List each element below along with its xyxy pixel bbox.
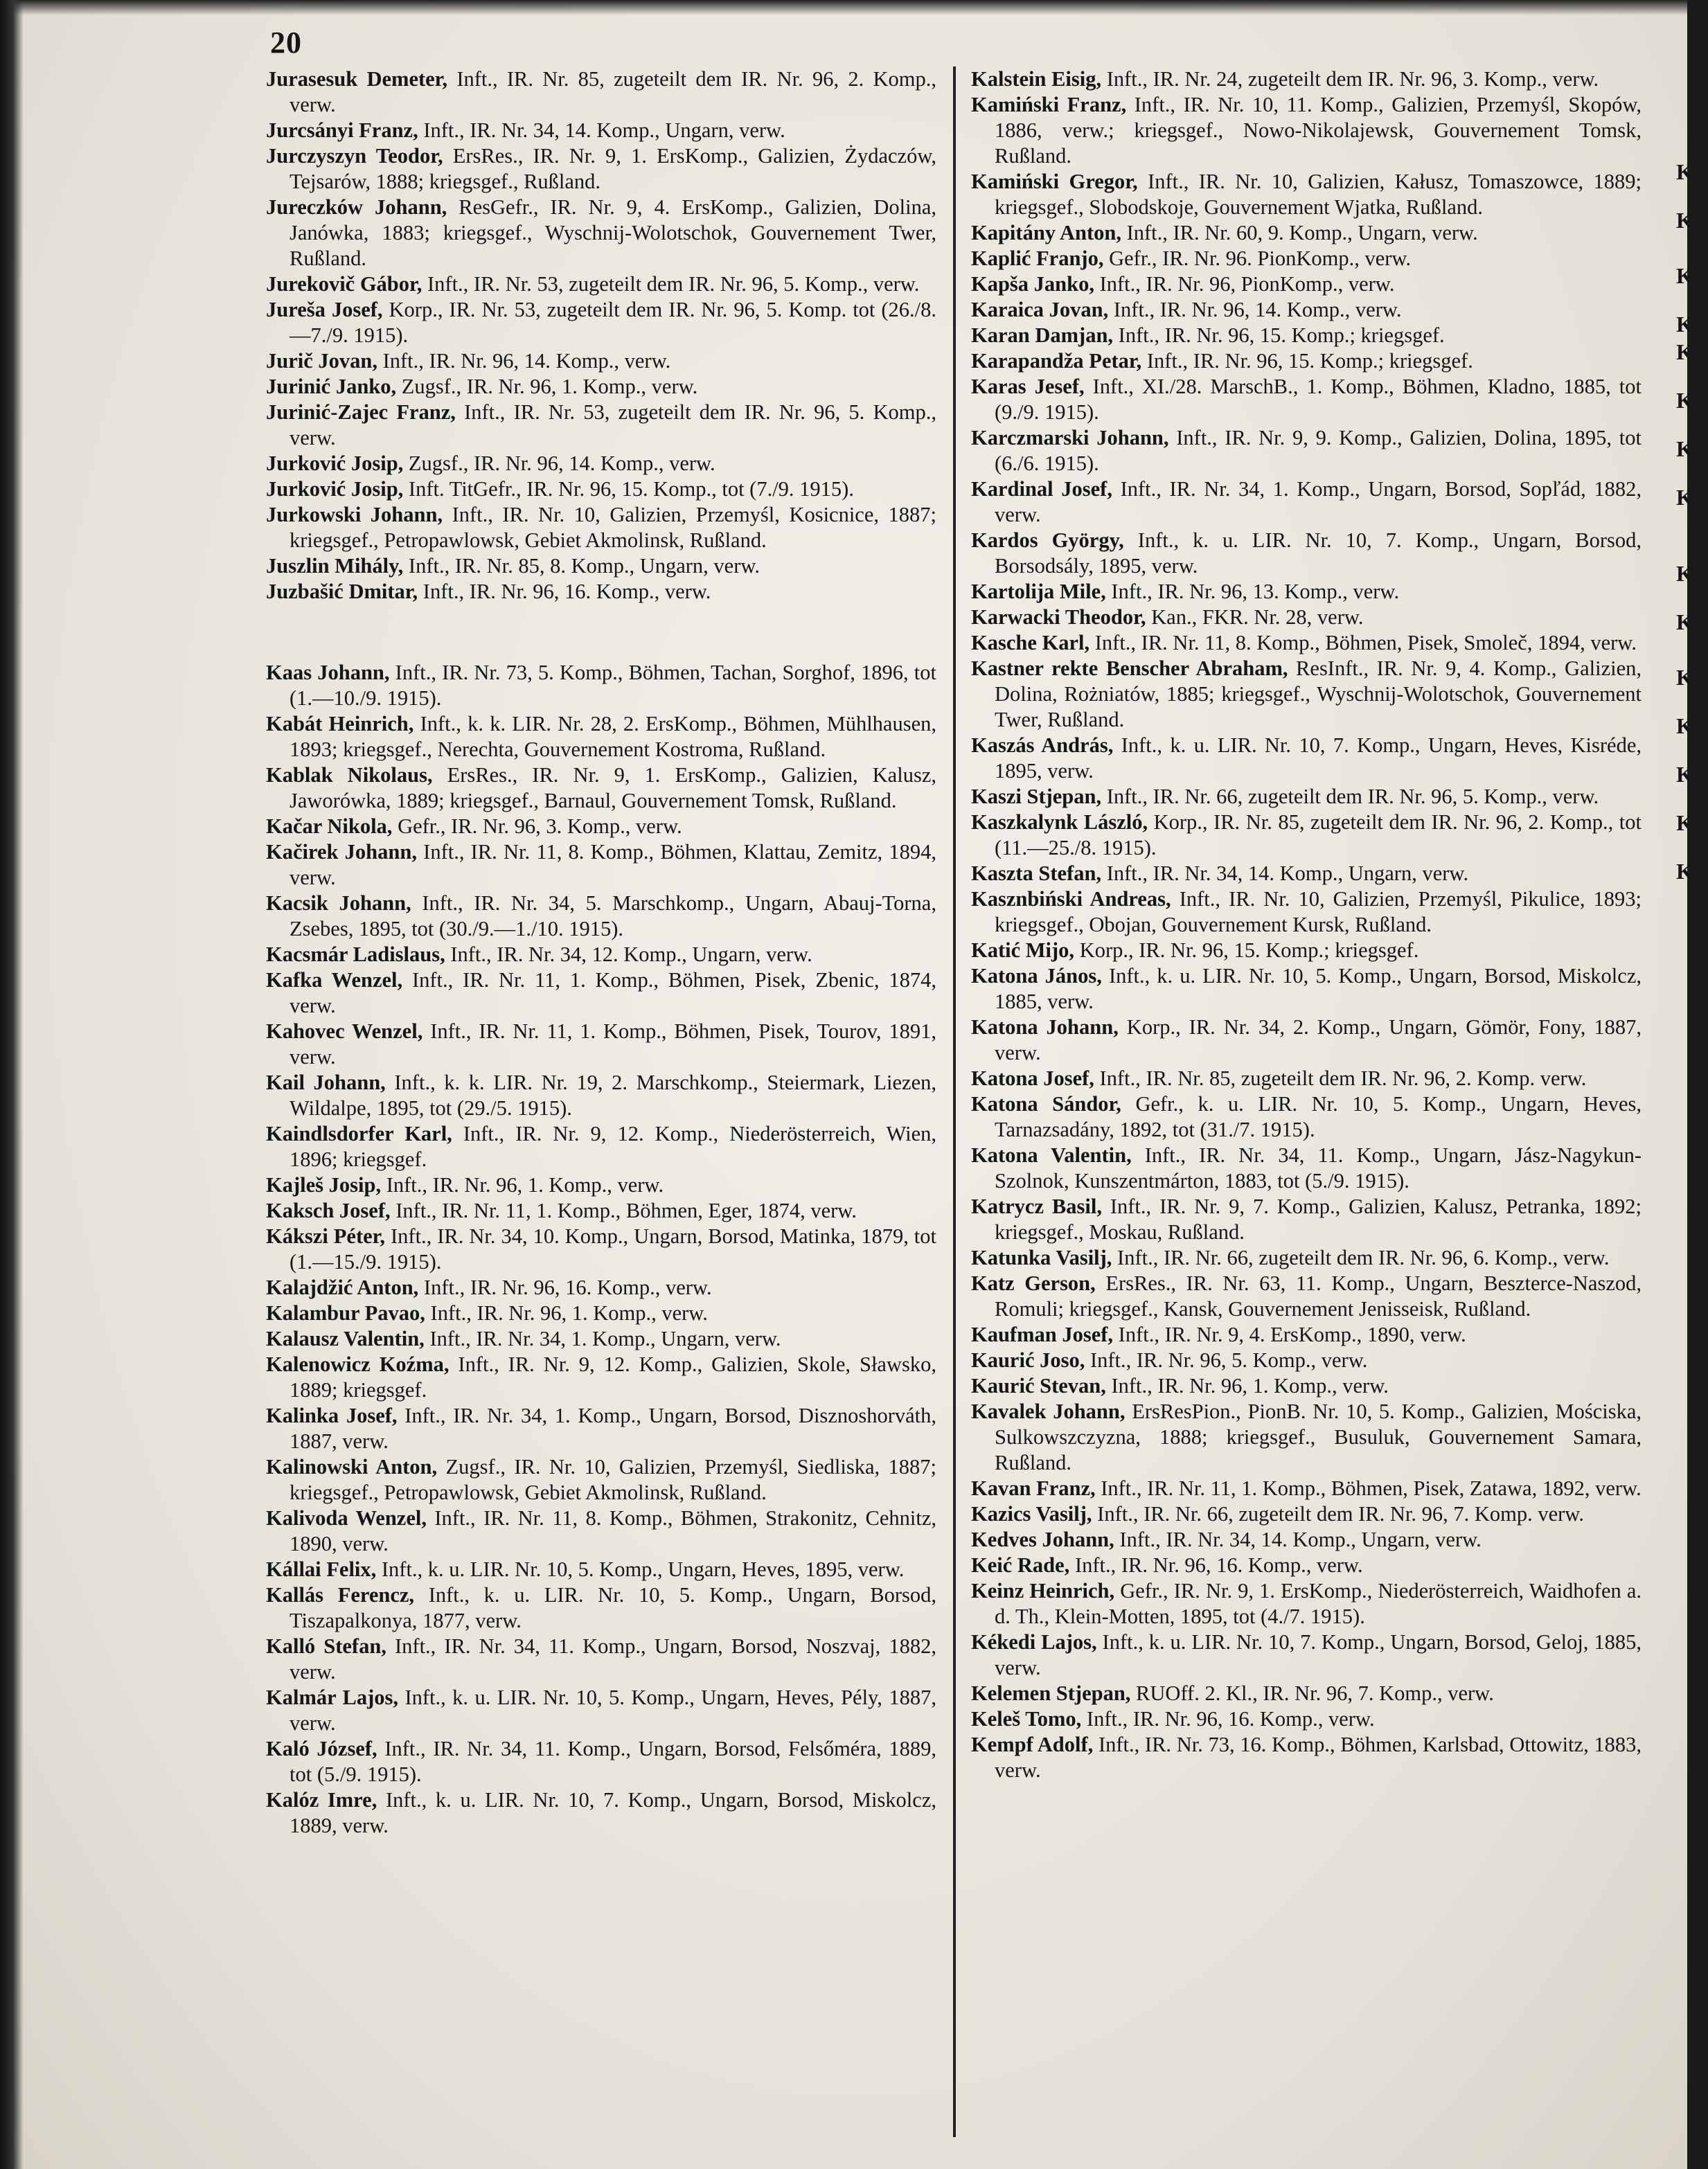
- entry-details: Inft., IR. Nr. 96, 5. Komp., verw.: [1085, 1348, 1368, 1372]
- entry-details: Inft., IR. Nr. 11, 1. Komp., Böhmen, Pisek, Zatawa, 1892, verw.: [1095, 1476, 1642, 1500]
- entry-name: Kasche Karl,: [971, 631, 1090, 654]
- margin-fragment-letter: K: [1676, 388, 1693, 413]
- casualty-entry: [971, 1527, 1642, 1553]
- entry-name: Juszlin Mihály,: [266, 554, 404, 578]
- entry-details: Inft., IR. Nr. 66, zugeteilt dem IR. Nr. 96, 5. Komp., verw.: [1101, 785, 1599, 808]
- entry-name: Keleš Tomo,: [971, 1707, 1082, 1731]
- entry-details: Inft., IR. Nr. 66, zugeteilt dem IR. Nr. 96, 7. Komp. verw.: [1092, 1502, 1584, 1526]
- entry-name: Kalóz Imre,: [266, 1788, 377, 1812]
- entry-name: Jureša Josef,: [266, 298, 383, 321]
- casualty-entry: [266, 1326, 936, 1352]
- entry-name: Karaica Jovan,: [971, 298, 1109, 321]
- casualty-entry: [971, 476, 1642, 528]
- casualty-entry: [266, 579, 936, 605]
- entry-name: Jurković Josip,: [266, 477, 404, 501]
- entry-name: Kardinal Josef,: [971, 477, 1112, 501]
- entry-details: Inft., IR. Nr. 96, 1. Komp., verw.: [1105, 1374, 1389, 1398]
- casualty-entry: [971, 374, 1642, 425]
- entry-name: Jurekovič Gábor,: [266, 272, 422, 296]
- right-column: [971, 66, 1642, 1783]
- scan-shadow-top: [0, 0, 1708, 15]
- entry-details: ResInft., IR. Nr. 9, 4. Komp., Galizien, Dolina, Rożniatów, 1885; kriegsgef., Wyschnij-Wolotschok, Gouvernement Twer, Rußland.: [995, 657, 1642, 731]
- entry-details: Inft., IR. Nr. 10, 11. Komp., Galizien, Przemyśl, Skopów, 1886, verw.; kriegsgef., Nowo-Nikolajewsk, Gouvernement Tomsk, Rußland.: [995, 93, 1642, 168]
- entry-details: Inft., IR. Nr. 96, 14. Komp., verw.: [377, 349, 671, 373]
- entry-name: Katić Mijo,: [971, 938, 1075, 962]
- entry-name: Kaszi Stjepan,: [971, 785, 1102, 808]
- casualty-entry: [266, 1634, 936, 1685]
- casualty-entry: [266, 660, 936, 711]
- entry-name: Jurkowski Johann,: [266, 503, 443, 526]
- casualty-entry: [266, 297, 936, 348]
- entry-details: Zugsf., IR. Nr. 96, 1. Komp., verw.: [396, 375, 698, 398]
- casualty-entry: [971, 938, 1642, 963]
- entry-name: Kaszkalynk László,: [971, 810, 1148, 834]
- entry-name: Kaurić Stevan,: [971, 1374, 1106, 1398]
- entry-details: Inft., IR. Nr. 11, 1. Komp., Böhmen, Pisek, Tourov, 1891, verw.: [290, 1019, 937, 1069]
- casualty-entry: [971, 605, 1642, 630]
- margin-fragment-letter: K: [1676, 485, 1693, 510]
- entry-name: Kaksch Josef,: [266, 1199, 391, 1222]
- casualty-entry: [266, 1275, 936, 1301]
- casualty-entry: [971, 348, 1642, 374]
- casualty-entry: [266, 1121, 936, 1172]
- entry-details: Inft., k. u. LIR. Nr. 10, 7. Komp., Ungarn, Borsod, Miskolcz, 1889, verw.: [290, 1788, 936, 1837]
- entry-details: Inft., IR. Nr. 73, 16. Komp., Böhmen, Karlsbad, Ottowitz, 1883, verw.: [995, 1733, 1642, 1782]
- casualty-entry: [971, 271, 1642, 297]
- entry-details: Kan., FKR. Nr. 28, verw.: [1146, 605, 1364, 629]
- entry-name: Kazics Vasilj,: [971, 1502, 1092, 1526]
- margin-fragment-letter: K: [1676, 436, 1693, 461]
- entry-details: ErsRes., IR. Nr. 63, 11. Komp., Ungarn, Beszterce-Naszod, Romuli; kriegsgef., Kansk, Gouvernement Jenisseisk, Rußland.: [995, 1271, 1642, 1321]
- margin-fragment-letter: K: [1676, 263, 1693, 288]
- entry-details: Inft., IR. Nr. 85, zugeteilt dem IR. Nr. 96, 2. Komp., verw.: [290, 67, 937, 116]
- casualty-entry: [971, 246, 1642, 271]
- casualty-entry: [971, 1578, 1642, 1630]
- entry-name: Kaindlsdorfer Karl,: [266, 1122, 452, 1145]
- casualty-entry: [266, 476, 936, 502]
- entry-details: Inft., IR. Nr. 96, PionKomp., verw.: [1094, 272, 1395, 296]
- margin-fragment-letter: K: [1676, 159, 1693, 184]
- entry-name: Kajleš Josip,: [266, 1173, 382, 1197]
- entry-details: Inft., IR. Nr. 11, 8. Komp., Böhmen, Klattau, Zemitz, 1894, verw.: [290, 840, 936, 889]
- casualty-entry: [266, 195, 936, 271]
- entry-name: Keinz Heinrich,: [971, 1579, 1115, 1603]
- casualty-entry: [971, 630, 1642, 656]
- entry-details: Inft., IR. Nr. 96, 16. Komp., verw.: [418, 580, 711, 603]
- entry-details: Inft., IR. Nr. 24, zugeteilt dem IR. Nr. 96, 3. Komp., verw.: [1101, 67, 1599, 91]
- casualty-entry: [266, 66, 936, 118]
- margin-fragment-letter: K: [1676, 339, 1693, 364]
- entry-name: Katona János,: [971, 964, 1102, 988]
- entry-details: Inft., IR. Nr. 11, 8. Komp., Böhmen, Pisek, Smoleč, 1894, verw.: [1089, 631, 1637, 654]
- entry-details: Inft., IR. Nr. 66, zugeteilt dem IR. Nr. 96, 6. Komp., verw.: [1112, 1246, 1610, 1269]
- entry-name: Kedves Johann,: [971, 1528, 1114, 1551]
- entry-name: Kačirek Johann,: [266, 840, 417, 864]
- entry-name: Kacsik Johann,: [266, 891, 411, 915]
- entry-details: Inft., IR. Nr. 96, 15. Komp.; kriegsgef.: [1113, 323, 1445, 347]
- entry-name: Kalló Stefan,: [266, 1634, 386, 1658]
- entry-details: Inft., k. u. LIR. Nr. 10, 7. Komp., Ungarn, Heves, Kisréde, 1895, verw.: [995, 733, 1642, 783]
- entry-details: Inft., IR. Nr. 60, 9. Komp., Ungarn, verw.: [1121, 221, 1478, 244]
- entry-name: Karwacki Theodor,: [971, 605, 1146, 629]
- casualty-entry: [266, 1582, 936, 1634]
- entry-name: Kelemen Stjepan,: [971, 1681, 1131, 1705]
- entry-details: Inft., IR. Nr. 34, 5. Marschkomp., Ungarn, Abauj-Torna, Zsebes, 1895, tot (30./9.—1./10. 1915).: [290, 891, 936, 940]
- entry-details: Inft., k. u. LIR. Nr. 10, 5. Komp., Ungarn, Borsod, Tiszapalkonya, 1877, verw.: [290, 1583, 936, 1632]
- casualty-entry: [266, 891, 936, 942]
- casualty-entry: [266, 762, 936, 814]
- casualty-entry: [266, 143, 936, 195]
- casualty-entry: [266, 839, 936, 891]
- entry-name: Kalivoda Wenzel,: [266, 1506, 427, 1530]
- entry-details: Inft., IR. Nr. 96, 16. Komp., verw.: [1081, 1707, 1375, 1731]
- casualty-entry: [971, 92, 1642, 169]
- entry-details: Inft., IR. Nr. 96, 16. Komp., verw.: [418, 1276, 712, 1299]
- casualty-entry: [266, 451, 936, 476]
- entry-name: Kaplić Franjo,: [971, 247, 1104, 270]
- entry-details: Korp., IR. Nr. 53, zugeteilt dem IR. Nr. 96, 5. Komp. tot (26./8.—7./9. 1915).: [290, 298, 937, 347]
- entry-name: Katunka Vasilj,: [971, 1246, 1112, 1269]
- entry-details: ErsRes., IR. Nr. 9, 1. ErsKomp., Galizien, Kalusz, Jaworówka, 1889; kriegsgef., Barnaul, Gouvernement Tomsk, Rußland.: [290, 763, 936, 812]
- casualty-entry: [266, 348, 936, 374]
- entry-details: Inft., IR. Nr. 11, 1. Komp., Böhmen, Pisek, Zbenic, 1874, verw.: [290, 968, 936, 1017]
- entry-details: Inft., k. u. LIR. Nr. 10, 7. Komp., Ungarn, Borsod, Geloj, 1885, verw.: [995, 1630, 1642, 1679]
- margin-fragment-letter: K: [1676, 208, 1693, 233]
- entry-name: Karas Jesef,: [971, 375, 1085, 398]
- entry-details: Inft., IR. Nr. 96, 13. Komp., verw.: [1105, 580, 1400, 603]
- entry-details: Korp., IR. Nr. 96, 15. Komp.; kriegsgef.: [1074, 938, 1419, 962]
- casualty-entry: [971, 1143, 1642, 1194]
- entry-details: Inft., IR. Nr. 34, 1. Komp., Ungarn, Borsod, Disznoshorváth, 1887, verw.: [290, 1404, 936, 1453]
- entry-details: Gefr., IR. Nr. 9, 1. ErsKomp., Niederösterreich, Waidhofen a. d. Th., Klein-Motten, 1895, tot (4./7. 1915).: [995, 1579, 1642, 1628]
- entry-name: Kavalek Johann,: [971, 1400, 1126, 1423]
- casualty-entry: [266, 967, 936, 1019]
- entry-details: Inft., k. u. LIR. Nr. 10, 5. Komp., Ungarn, Heves, 1895, verw.: [376, 1557, 905, 1581]
- casualty-entry: [971, 1501, 1642, 1527]
- casualty-entry: [971, 1630, 1642, 1681]
- entry-name: Katona Josef,: [971, 1066, 1094, 1090]
- entry-details: Inft., IR. Nr. 9, 12. Komp., Niederösterreich, Wien, 1896; kriegsgef.: [290, 1122, 936, 1171]
- casualty-entry: [266, 1787, 936, 1839]
- entry-details: Inft., IR. Nr. 10, Galizien, Kałusz, Tomaszowce, 1889; kriegsgef., Slobodskoje, Gouvernement Wjatka, Rußland.: [995, 170, 1642, 219]
- entry-details: Inft., IR. Nr. 34, 1. Komp., Ungarn, verw.: [424, 1327, 781, 1350]
- entry-details: Gefr., k. u. LIR. Nr. 10, 5. Komp., Ungarn, Heves, Tarnazsadány, 1892, tot (31./7. 1915).: [995, 1092, 1642, 1141]
- entry-name: Kapitány Anton,: [971, 221, 1121, 244]
- entry-details: Inft., IR. Nr. 53, zugeteilt dem IR. Nr. 96, 5. Komp., verw.: [290, 400, 936, 449]
- entry-details: Inft., IR. Nr. 85, 8. Komp., Ungarn, verw.: [403, 554, 760, 578]
- entry-name: Kaurić Joso,: [971, 1348, 1085, 1372]
- entry-details: Inft., IR. Nr. 10, Galizien, Przemyśl, Pikulice, 1893; kriegsgef., Obojan, Gouvernement Kursk, Rußland.: [995, 887, 1642, 936]
- entry-name: Kacsmár Ladislaus,: [266, 943, 445, 966]
- entry-details: Korp., IR. Nr. 34, 2. Komp., Ungarn, Gömör, Fony, 1887, verw.: [995, 1015, 1642, 1064]
- casualty-entry: [971, 733, 1642, 784]
- entry-details: Inft., IR. Nr. 9, 4. ErsKomp., 1890, verw.: [1113, 1323, 1466, 1346]
- casualty-entry: [266, 271, 936, 297]
- entry-details: Inft., IR. Nr. 73, 5. Komp., Böhmen, Tachan, Sorghof, 1896, tot (1.—10./9. 1915).: [290, 661, 936, 710]
- entry-name: Kalstein Eisig,: [971, 67, 1102, 91]
- entry-name: Kalausz Valentin,: [266, 1327, 425, 1350]
- entry-details: Inft., k. k. LIR. Nr. 19, 2. Marschkomp., Steiermark, Liezen, Wildalpe, 1895, tot (29./5. 1915).: [290, 1071, 937, 1120]
- casualty-entry: [971, 66, 1642, 92]
- entry-name: Jurasesuk Demeter,: [266, 67, 448, 91]
- entry-details: Inft., IR. Nr. 34, 10. Komp., Ungarn, Borsod, Matinka, 1879, tot (1.—15./9. 1915).: [290, 1224, 937, 1274]
- entry-name: Katrycz Basil,: [971, 1195, 1102, 1218]
- casualty-entry: [971, 1066, 1642, 1091]
- entry-name: Kapša Janko,: [971, 272, 1094, 296]
- casualty-entry: [971, 297, 1642, 323]
- entry-name: Kartolija Mile,: [971, 580, 1106, 603]
- entry-name: Jureczków Johann,: [266, 195, 447, 219]
- entry-name: Kallás Ferencz,: [266, 1583, 415, 1607]
- casualty-entry: [971, 579, 1642, 605]
- entry-name: Kardos György,: [971, 528, 1124, 552]
- entry-name: Kaló József,: [266, 1737, 377, 1760]
- casualty-entry: [971, 425, 1642, 476]
- casualty-entry: [971, 1015, 1642, 1066]
- margin-fragment-letter: K: [1676, 713, 1693, 738]
- casualty-entry: [266, 1454, 936, 1506]
- entry-details: Inft., IR. Nr. 34, 11. Komp., Ungarn, Borsod, Noszvaj, 1882, verw.: [290, 1634, 936, 1684]
- entry-name: Kavan Franz,: [971, 1476, 1096, 1500]
- entry-name: Kempf Adolf,: [971, 1733, 1094, 1756]
- entry-name: Kákszi Péter,: [266, 1224, 386, 1248]
- margin-fragment-letter: K: [1676, 312, 1693, 337]
- casualty-entry: [971, 1348, 1642, 1373]
- entry-name: Kaufman Josef,: [971, 1323, 1114, 1346]
- entry-details: Inft., IR. Nr. 34, 11. Komp., Ungarn, Jász-Nagykun-Szolnok, Kunszentmárton, 1883, tot (5./9. 1915).: [995, 1143, 1642, 1193]
- entry-details: Inft., IR. Nr. 9, 9. Komp., Galizien, Dolina, 1895, tot (6./6. 1915).: [995, 426, 1642, 475]
- entry-details: Inft., k. u. LIR. Nr. 10, 7. Komp., Ungarn, Borsod, Borsodsály, 1895, verw.: [995, 528, 1642, 578]
- entry-details: ErsRes., IR. Nr. 9, 1. ErsKomp., Galizien, Żydaczów, Tejsarów, 1888; kriegsgef., Rußland.: [290, 144, 936, 193]
- letter-section-gap: [266, 605, 936, 660]
- casualty-entry: [971, 963, 1642, 1015]
- entry-name: Kahovec Wenzel,: [266, 1019, 423, 1043]
- casualty-entry: [971, 1553, 1642, 1578]
- entry-name: Jurczyszyn Teodor,: [266, 144, 443, 168]
- entry-name: Kaszás András,: [971, 733, 1114, 757]
- entry-name: Kalenowicz Koźma,: [266, 1353, 450, 1376]
- entry-details: Gefr., IR. Nr. 96. PionKomp., verw.: [1103, 247, 1412, 270]
- casualty-entry: [266, 1736, 936, 1787]
- entry-name: Kaas Johann,: [266, 661, 390, 684]
- entry-name: Kablak Nikolaus,: [266, 763, 433, 787]
- casualty-entry: [971, 1245, 1642, 1271]
- entry-name: Kail Johann,: [266, 1071, 386, 1094]
- casualty-entry: [971, 861, 1642, 886]
- entry-name: Katona Johann,: [971, 1015, 1119, 1039]
- casualty-entry: [266, 1506, 936, 1557]
- casualty-entry: [266, 553, 936, 579]
- entry-name: Jurković Josip,: [266, 452, 404, 475]
- entry-details: Inft., IR. Nr. 9, 12. Komp., Galizien, Skole, Sławsko, 1889; kriegsgef.: [290, 1353, 936, 1402]
- entry-details: Inft., IR. Nr. 34, 1. Komp., Ungarn, Borsod, Sopľád, 1882, verw.: [995, 477, 1642, 526]
- margin-fragment-letter: K: [1676, 810, 1693, 835]
- entry-details: Inft., IR. Nr. 34, 11. Komp., Ungarn, Borsod, Felsőméra, 1889, tot (5./9. 1915).: [290, 1737, 936, 1786]
- entry-name: Karapandža Petar,: [971, 349, 1142, 373]
- casualty-entry: [971, 1399, 1642, 1476]
- entry-details: Inft., IR. Nr. 96, 1. Komp., verw.: [425, 1301, 708, 1325]
- entry-details: Inft., k. u. LIR. Nr. 10, 5. Komp., Ungarn, Borsod, Miskolcz, 1885, verw.: [995, 964, 1642, 1013]
- entry-details: ErsResPion., PionB. Nr. 10, 5. Komp., Galizien, Mościska, Sulkowszczyzna, 1888; kriegsgef., Busuluk, Gouvernement Samara, Rußland.: [995, 1400, 1642, 1474]
- entry-details: Inft., k. u. LIR. Nr. 10, 5. Komp., Ungarn, Heves, Pély, 1887, verw.: [290, 1686, 936, 1735]
- entry-details: Zugsf., IR. Nr. 10, Galizien, Przemyśl, Siedliska, 1887; kriegsgef., Petropawlowsk, Gebiet Akmolinsk, Rußland.: [290, 1455, 936, 1504]
- entry-details: Inft., IR. Nr. 11, 1. Komp., Böhmen, Eger, 1874, verw.: [390, 1199, 857, 1222]
- entry-name: Kamiński Franz,: [971, 93, 1127, 116]
- casualty-entry: [266, 1224, 936, 1275]
- casualty-entry: [266, 1557, 936, 1582]
- entry-details: Zugsf., IR. Nr. 96, 14. Komp., verw.: [403, 452, 715, 475]
- entry-name: Jurinić-Zajec Franz,: [266, 400, 456, 424]
- entry-name: Keić Rade,: [971, 1553, 1070, 1577]
- casualty-entry: [266, 1301, 936, 1326]
- casualty-entry: [266, 1172, 936, 1198]
- entry-name: Juzbašić Dmitar,: [266, 580, 418, 603]
- entry-name: Kalinowski Anton,: [266, 1455, 438, 1479]
- column-divider: [953, 66, 956, 2137]
- casualty-entry: [266, 1352, 936, 1403]
- entry-name: Kállai Felix,: [266, 1557, 377, 1581]
- casualty-entry: [266, 400, 936, 451]
- entry-details: Inft., IR. Nr. 11, 8. Komp., Böhmen, Strakonitz, Cehnitz, 1890, verw.: [290, 1506, 936, 1555]
- entry-details: Inft., IR. Nr. 34, 12. Komp., Ungarn, verw.: [445, 943, 812, 966]
- casualty-entry: [266, 1019, 936, 1070]
- casualty-entry: [971, 1681, 1642, 1706]
- margin-fragment-letter: K: [1676, 665, 1693, 690]
- casualty-entry: [266, 1403, 936, 1454]
- entry-details: RUOff. 2. Kl., IR. Nr. 96, 7. Komp., verw.: [1130, 1681, 1494, 1705]
- entry-name: Kalambur Pavao,: [266, 1301, 425, 1325]
- casualty-entry: [971, 1271, 1642, 1322]
- casualty-entry: [971, 1322, 1642, 1348]
- entry-details: Inft., IR. Nr. 10, Galizien, Przemyśl, Kosicnice, 1887; kriegsgef., Petropawlowsk, Gebiet Akmolinsk, Rußland.: [290, 503, 936, 552]
- casualty-entry: [971, 528, 1642, 579]
- entry-details: Inft., IR. Nr. 34, 14. Komp., Ungarn, verw.: [418, 118, 785, 142]
- entry-name: Jurinić Janko,: [266, 375, 397, 398]
- casualty-entry: [971, 656, 1642, 733]
- entry-name: Kalajdžić Anton,: [266, 1276, 419, 1299]
- casualty-entry: [971, 220, 1642, 246]
- casualty-entry: [971, 886, 1642, 938]
- margin-fragment-letter: K: [1676, 609, 1693, 634]
- entry-details: Inft., IR. Nr. 96, 15. Komp.; kriegsgef.: [1141, 349, 1473, 373]
- entry-name: Kačar Nikola,: [266, 814, 393, 838]
- entry-details: Inft. TitGefr., IR. Nr. 96, 15. Komp., tot (7./9. 1915).: [403, 477, 854, 501]
- casualty-entry: [971, 810, 1642, 861]
- entry-name: Kasznbiński Andreas,: [971, 887, 1171, 911]
- entry-name: Katona Sándor,: [971, 1092, 1121, 1116]
- entry-name: Karan Damjan,: [971, 323, 1114, 347]
- entry-details: Inft., IR. Nr. 53, zugeteilt dem IR. Nr. 96, 5. Komp., verw.: [422, 272, 920, 296]
- entry-name: Kaszta Stefan,: [971, 862, 1102, 885]
- entry-name: Kékedi Lajos,: [971, 1630, 1097, 1654]
- casualty-entry: [266, 814, 936, 839]
- margin-fragment-letter: K: [1676, 561, 1693, 586]
- entry-name: Katz Gerson,: [971, 1271, 1096, 1295]
- entry-details: Inft., IR. Nr. 9, 7. Komp., Galizien, Kalusz, Petranka, 1892; kriegsgef., Moskau, Rußland.: [995, 1195, 1642, 1244]
- casualty-entry: [266, 374, 936, 400]
- entry-details: Inft., IR. Nr. 34, 14. Komp., Ungarn, verw.: [1114, 1528, 1482, 1551]
- casualty-entry: [266, 711, 936, 762]
- entry-details: ResGefr., IR. Nr. 9, 4. ErsKomp., Galizien, Dolina, Janówka, 1883; kriegsgef., Wyschnij-Wolotschok, Gouvernement Twer, Rußland.: [290, 195, 936, 270]
- entry-details: Korp., IR. Nr. 85, zugeteilt dem IR. Nr. 96, 2. Komp., tot (11.—25./8. 1915).: [995, 810, 1642, 859]
- casualty-entry: [971, 169, 1642, 220]
- entry-name: Jurič Jovan,: [266, 349, 377, 373]
- entry-name: Kastner rekte Benscher Abraham,: [971, 657, 1288, 680]
- entry-name: Kafka Wenzel,: [266, 968, 403, 992]
- casualty-entry: [971, 1091, 1642, 1143]
- entry-name: Kalmár Lajos,: [266, 1686, 399, 1709]
- entry-details: Inft., IR. Nr. 96, 1. Komp., verw.: [381, 1173, 664, 1197]
- left-column: [266, 66, 936, 1839]
- casualty-entry: [266, 1198, 936, 1224]
- next-page-margin-fragments: [1676, 0, 1693, 2169]
- casualty-entry: [971, 1476, 1642, 1501]
- casualty-entry: [971, 1194, 1642, 1245]
- entry-details: Inft., XI./28. MarschB., 1. Komp., Böhmen, Kladno, 1885, tot (9./9. 1915).: [995, 375, 1642, 424]
- scan-shadow-left: [0, 0, 24, 2169]
- entry-name: Katona Valentin,: [971, 1143, 1132, 1167]
- entry-name: Kalinka Josef,: [266, 1404, 398, 1427]
- entry-details: Inft., k. k. LIR. Nr. 28, 2. ErsKomp., Böhmen, Mühlhausen, 1893; kriegsgef., Nerechta, Gouvernement Kostroma, Rußland.: [290, 712, 936, 761]
- entry-details: Inft., IR. Nr. 96, 16. Komp., verw.: [1069, 1553, 1363, 1577]
- casualty-entry: [971, 1706, 1642, 1732]
- casualty-entry: [266, 1070, 936, 1121]
- entry-name: Kabát Heinrich,: [266, 712, 414, 735]
- casualty-entry: [971, 323, 1642, 348]
- entry-name: Karczmarski Johann,: [971, 426, 1169, 449]
- casualty-entry: [266, 502, 936, 553]
- casualty-entry: [266, 942, 936, 967]
- casualty-entry: [971, 1732, 1642, 1783]
- entry-details: Inft., IR. Nr. 34, 14. Komp., Ungarn, verw.: [1101, 862, 1469, 885]
- margin-fragment-letter: K: [1676, 762, 1693, 787]
- entry-details: Inft., IR. Nr. 96, 14. Komp., verw.: [1108, 298, 1402, 321]
- entry-name: Jurcsányi Franz,: [266, 118, 418, 142]
- casualty-entry: [971, 1373, 1642, 1399]
- entry-details: Inft., IR. Nr. 85, zugeteilt dem IR. Nr. 96, 2. Komp. verw.: [1094, 1066, 1587, 1090]
- casualty-entry: [266, 118, 936, 143]
- page-number: 20: [270, 26, 302, 60]
- entry-name: Kamiński Gregor,: [971, 170, 1138, 193]
- entry-details: Gefr., IR. Nr. 96, 3. Komp., verw.: [392, 814, 682, 838]
- margin-fragment-letter: K: [1676, 859, 1693, 884]
- casualty-entry: [266, 1685, 936, 1736]
- casualty-entry: [971, 784, 1642, 810]
